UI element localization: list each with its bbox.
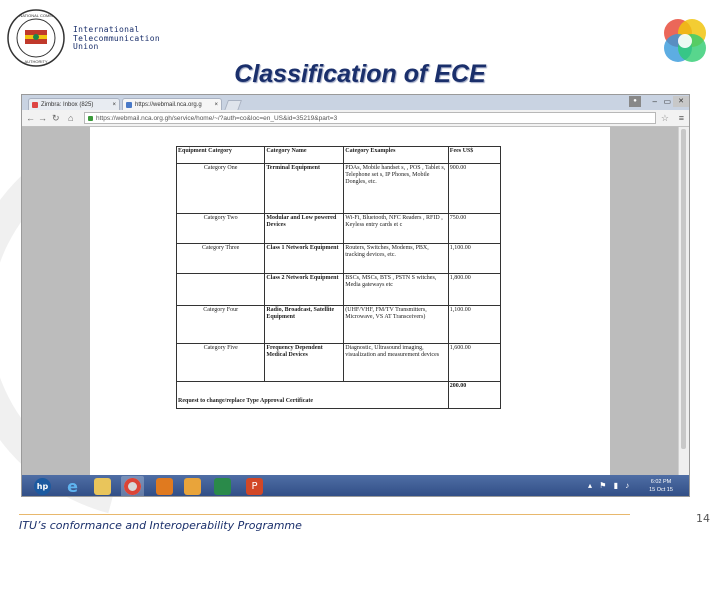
vertical-scrollbar[interactable] [678,127,689,477]
name-cell: Modular and Low powered Devices [265,214,344,244]
flag-icon[interactable]: ⚑ [599,481,607,490]
lock-icon [88,116,93,121]
tab-label: https://webmail.nca.org.g [135,102,202,108]
examples-cell: Diagnostic, Ultrasound imaging, visualization and measurement devices [344,344,449,382]
forward-arrow-icon[interactable]: → [38,113,47,123]
table-row [177,274,501,306]
name-cell: Class 1 Network Equipment [265,244,344,274]
itu-line-2: Telecommunication [73,33,160,43]
header-cell: Fees US$ [448,147,500,164]
tray-arrow-icon[interactable]: ▴ [588,481,593,490]
ece-fees-table [176,146,501,409]
table-header-row [177,147,501,164]
table-row [177,164,501,214]
zimbra-favicon-icon [32,102,38,108]
header-cell: Equipment Category [177,147,265,164]
browser-toolbar [22,110,689,127]
table-row [177,344,501,382]
tab-bar [22,95,689,110]
fee-cell: 1,600.00 [448,344,500,382]
category-cell [177,274,265,306]
category-cell: Category Four [177,306,265,344]
clock-date: 15 Oct 15 [649,487,673,493]
close-window-button[interactable]: ✕ [673,96,689,107]
examples-cell: Routers, Switches, Modems, PBX, tracking devices, etc. [344,244,449,274]
publisher-icon[interactable] [214,478,231,495]
table-row [177,244,501,274]
outlook-icon[interactable] [156,478,173,495]
fee-cell: 900.00 [448,164,500,214]
scrollbar-thumb[interactable] [681,129,686,449]
reload-icon[interactable]: ↻ [52,113,60,123]
fee-cell: 1,100.00 [448,306,500,344]
page-favicon-icon [126,102,132,108]
itu-line-3: Union [73,42,99,51]
table-row [177,214,501,244]
taskbar-clock[interactable] [646,478,676,494]
itu-line-1: International [73,25,140,34]
file-explorer-icon[interactable] [94,478,111,495]
close-icon[interactable]: × [214,102,218,108]
document-page [90,127,610,477]
fee-cell: 750.00 [448,214,500,244]
hp-icon[interactable]: hp [34,478,51,495]
page-number: 14 [696,512,710,525]
user-profile-icon[interactable]: ● [629,96,641,107]
powerpoint-icon[interactable]: P [246,478,263,495]
footer-programme-text: ITU’s conformance and Interoperability Programme [19,519,302,532]
fee-cell: 1,100.00 [448,244,500,274]
nca-seal-logo [6,8,66,68]
examples-cell: Wi-Fi, Bluetooth, NFC Readers , RFID , Keyless entry cards et c [344,214,449,244]
examples-cell: BSCs, MSCs, BTS , PSTN S witches, Media gateways etc [344,274,449,306]
category-cell: Category Five [177,344,265,382]
chrome-icon[interactable] [124,478,141,495]
category-cell: Category Three [177,244,265,274]
internet-explorer-icon[interactable]: e [67,477,78,496]
name-cell: Terminal Equipment [265,164,344,214]
url-text: https://webmail.nca.org.gh/service/home/~/?auth=co&loc=en_US&id=35219&part=3 [96,115,338,122]
category-cell: Category One [177,164,265,214]
bookmark-star-icon[interactable]: ☆ [660,113,669,123]
menu-icon[interactable]: ≡ [678,113,684,123]
close-icon[interactable]: × [112,102,116,108]
network-icon[interactable]: ▮ [613,481,619,490]
app-icon[interactable] [184,478,201,495]
clock-time: 6:02 PM [650,479,672,485]
name-cell: Radio, Broadcast, Satellite Equipment [265,306,344,344]
slide-title: Classification of ECE [234,60,486,88]
fee-cell: 200.00 [448,382,500,409]
name-cell: Class 2 Network Equipment [265,274,344,306]
header-cell: Category Name [265,147,344,164]
minimize-button[interactable]: – [652,97,657,106]
svg-text:AUTHORITY: AUTHORITY [24,59,48,64]
itu-wordmark [73,26,160,52]
svg-text:NATIONAL COMM: NATIONAL COMM [19,13,53,18]
footer-divider [19,514,630,515]
windows-taskbar [22,475,689,497]
home-icon[interactable]: ⌂ [68,113,74,123]
examples-cell: PDAs, Mobile handset s, , POS , Tablet s, Telephone set s, IP Phones, Mobile Dongles, etc. [344,164,449,214]
category-cell: Category Two [177,214,265,244]
table-row [177,306,501,344]
request-row [177,382,501,409]
header-cell: Category Examples [344,147,449,164]
examples-cell: (UHF/VHF, FM/TV Transmitters, Microwave, VS AT Transceivers) [344,306,449,344]
volume-icon[interactable]: ♪ [625,481,630,490]
address-bar[interactable] [84,112,656,124]
back-arrow-icon[interactable]: ← [26,113,35,123]
request-label-cell: Request to change/replace Type Approval Certificate [177,382,449,409]
tab-webmail-attachment[interactable] [122,98,222,110]
viewer-area [22,127,679,477]
fee-cell: 1,800.00 [448,274,500,306]
system-tray [588,481,634,491]
browser-screenshot [21,94,690,497]
name-cell: Frequency Dependent Medical Devices [265,344,344,382]
tab-label: Zimbra: Inbox (825) [41,102,94,108]
tab-zimbra-inbox[interactable] [28,98,120,110]
maximize-button[interactable]: ▭ [663,97,671,106]
